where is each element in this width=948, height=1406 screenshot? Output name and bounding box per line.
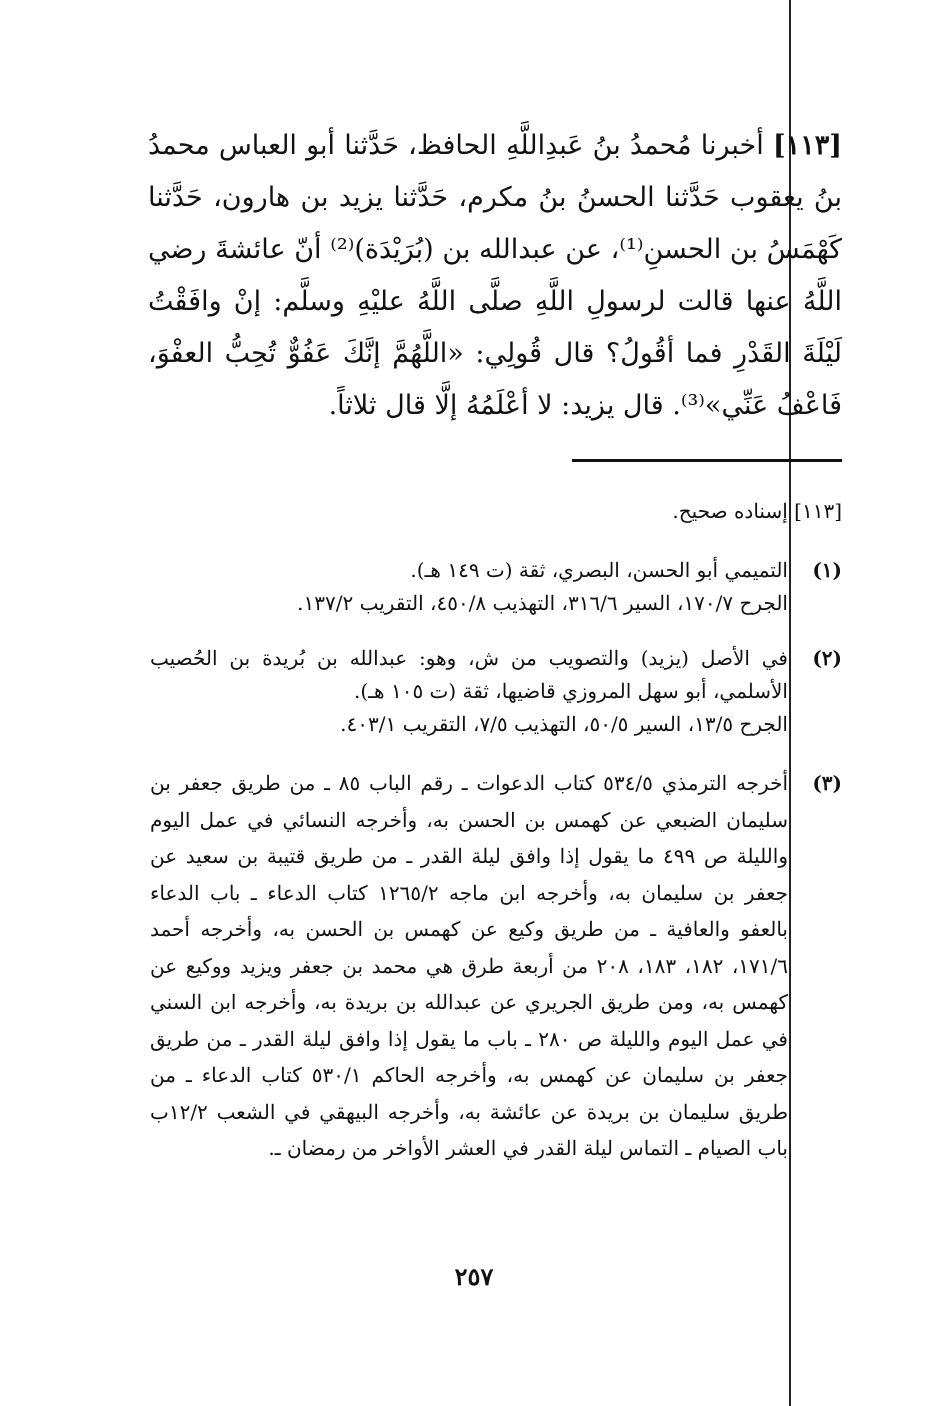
page-number: ٢٥٧ (454, 1262, 494, 1291)
footnote-1-number: (١) (812, 558, 842, 582)
hadith-paragraph (148, 120, 842, 432)
footnote-1 (150, 554, 842, 620)
footnote-3-line: أخرجه الترمذي ٥٣٤/٥ كتاب الدعوات ـ رقم الباب ٨٥ ـ من طريق جعفر بن سليمان الضبعي عن كهمس بن الحسن به، وأخرجه النسائي في عمل اليوم والليلة ص ٤٩٩ ما يقول إذا وافق ليلة القدر ـ من طريق قتيبة بن سعيد عن جعفر بن سليمان به، وأخرجه ابن ماجه ١٢٦٥/٢ كتاب الدعاء ـ باب الدعاء بالعفو والعافية ـ من طريق وكيع عن كهمس بن الحسن به، وأخرجه أحمد ١٧١/٦، ١٨٢، ١٨٣، ٢٠٨ من أربعة طرق هي محمد بن جعفر ويزيد ووكيع عن كهمس به، ومن طريق الجريري عن عبدالله بن بريدة به، وأخرجه ابن السني في عمل اليوم والليلة ص ٢٨٠ ـ باب ما يقول إذا وافق ليلة القدر ـ من طريق جعفر بن سليمان عن كهمس به، وأخرجه الحاكم ٥٣٠/١ كتاب الدعاء ـ من طريق سليمان بن بريدة عن عائشة به، وأخرجه البيهقي في الشعب ١٢/٢ب باب الصيام ـ التماس ليلة القدر في العشر الأواخر من رمضان ـ. (150, 771, 789, 1160)
hadith-text: أخبرنا مُحمدُ بنُ عَبدِاللَّهِ الحافظ، حَدَّثنا أبو العباس محمدُ بنُ يعقوب حَدَّثنا الحسنُ بنُ مكرم، حَدَّثنا يزيد بن هارون، حَدَّثنا كَهْمَسُ بن الحسنِ⁽¹⁾، عن عبدالله بن (بُرَيْدَة)⁽²⁾ أنّ عائشةَ رضي اللَّهُ عنها قالت لرسولِ اللَّهِ صلَّى اللَّهُ عليْهِ وسلَّم: إنْ وافَقْتُ لَيْلَةَ القَدْرِ فما أقُولُ؟ قال قُولِي: «اللَّهُمَّ إنَّكَ عَفُوٌّ تُحِبُّ العفْوَ، فَاعْفُ عَنِّي»⁽³⁾. قال يزيد: لا أعْلَمُهُ إلَّا قال ثلاثاً. (148, 130, 843, 421)
footnote-2 (150, 642, 842, 741)
footnote-2-number: (٢) (812, 646, 842, 670)
footnote-heading (400, 496, 842, 526)
footnote-1-line: الجرح ١٧٠/٧، السير ٣١٦/٦، التهذيب ٤٥٠/٨، التقريب ١٣٧/٢. (297, 591, 788, 615)
footnote-2-line: الجرح ١٣/٥، السير ٥٠/٥، التهذيب ٧/٥، التقريب ٤٠٣/١. (340, 712, 788, 736)
footnote-heading-text: إسناده صحيح. (672, 499, 788, 523)
footnote-separator (572, 459, 842, 462)
footnote-3-number: (٣) (812, 771, 842, 795)
footnote-3 (150, 765, 842, 1167)
footnote-1-line: التميمي أبو الحسن، البصري، ثقة (ت ١٤٩ هـ). (410, 558, 788, 582)
footnote-heading-number: [١١٣] (794, 499, 842, 523)
footnote-2-line: في الأصل (يزيد) والتصويب من ش، وهو: عبدالله بن بُريدة بن الحُصيب الأسلمي، أبو سهل المروزي قاضيها، ثقة (ت ١٠٥ هـ). (150, 646, 788, 703)
hadith-number: [١١٣] (772, 130, 842, 161)
